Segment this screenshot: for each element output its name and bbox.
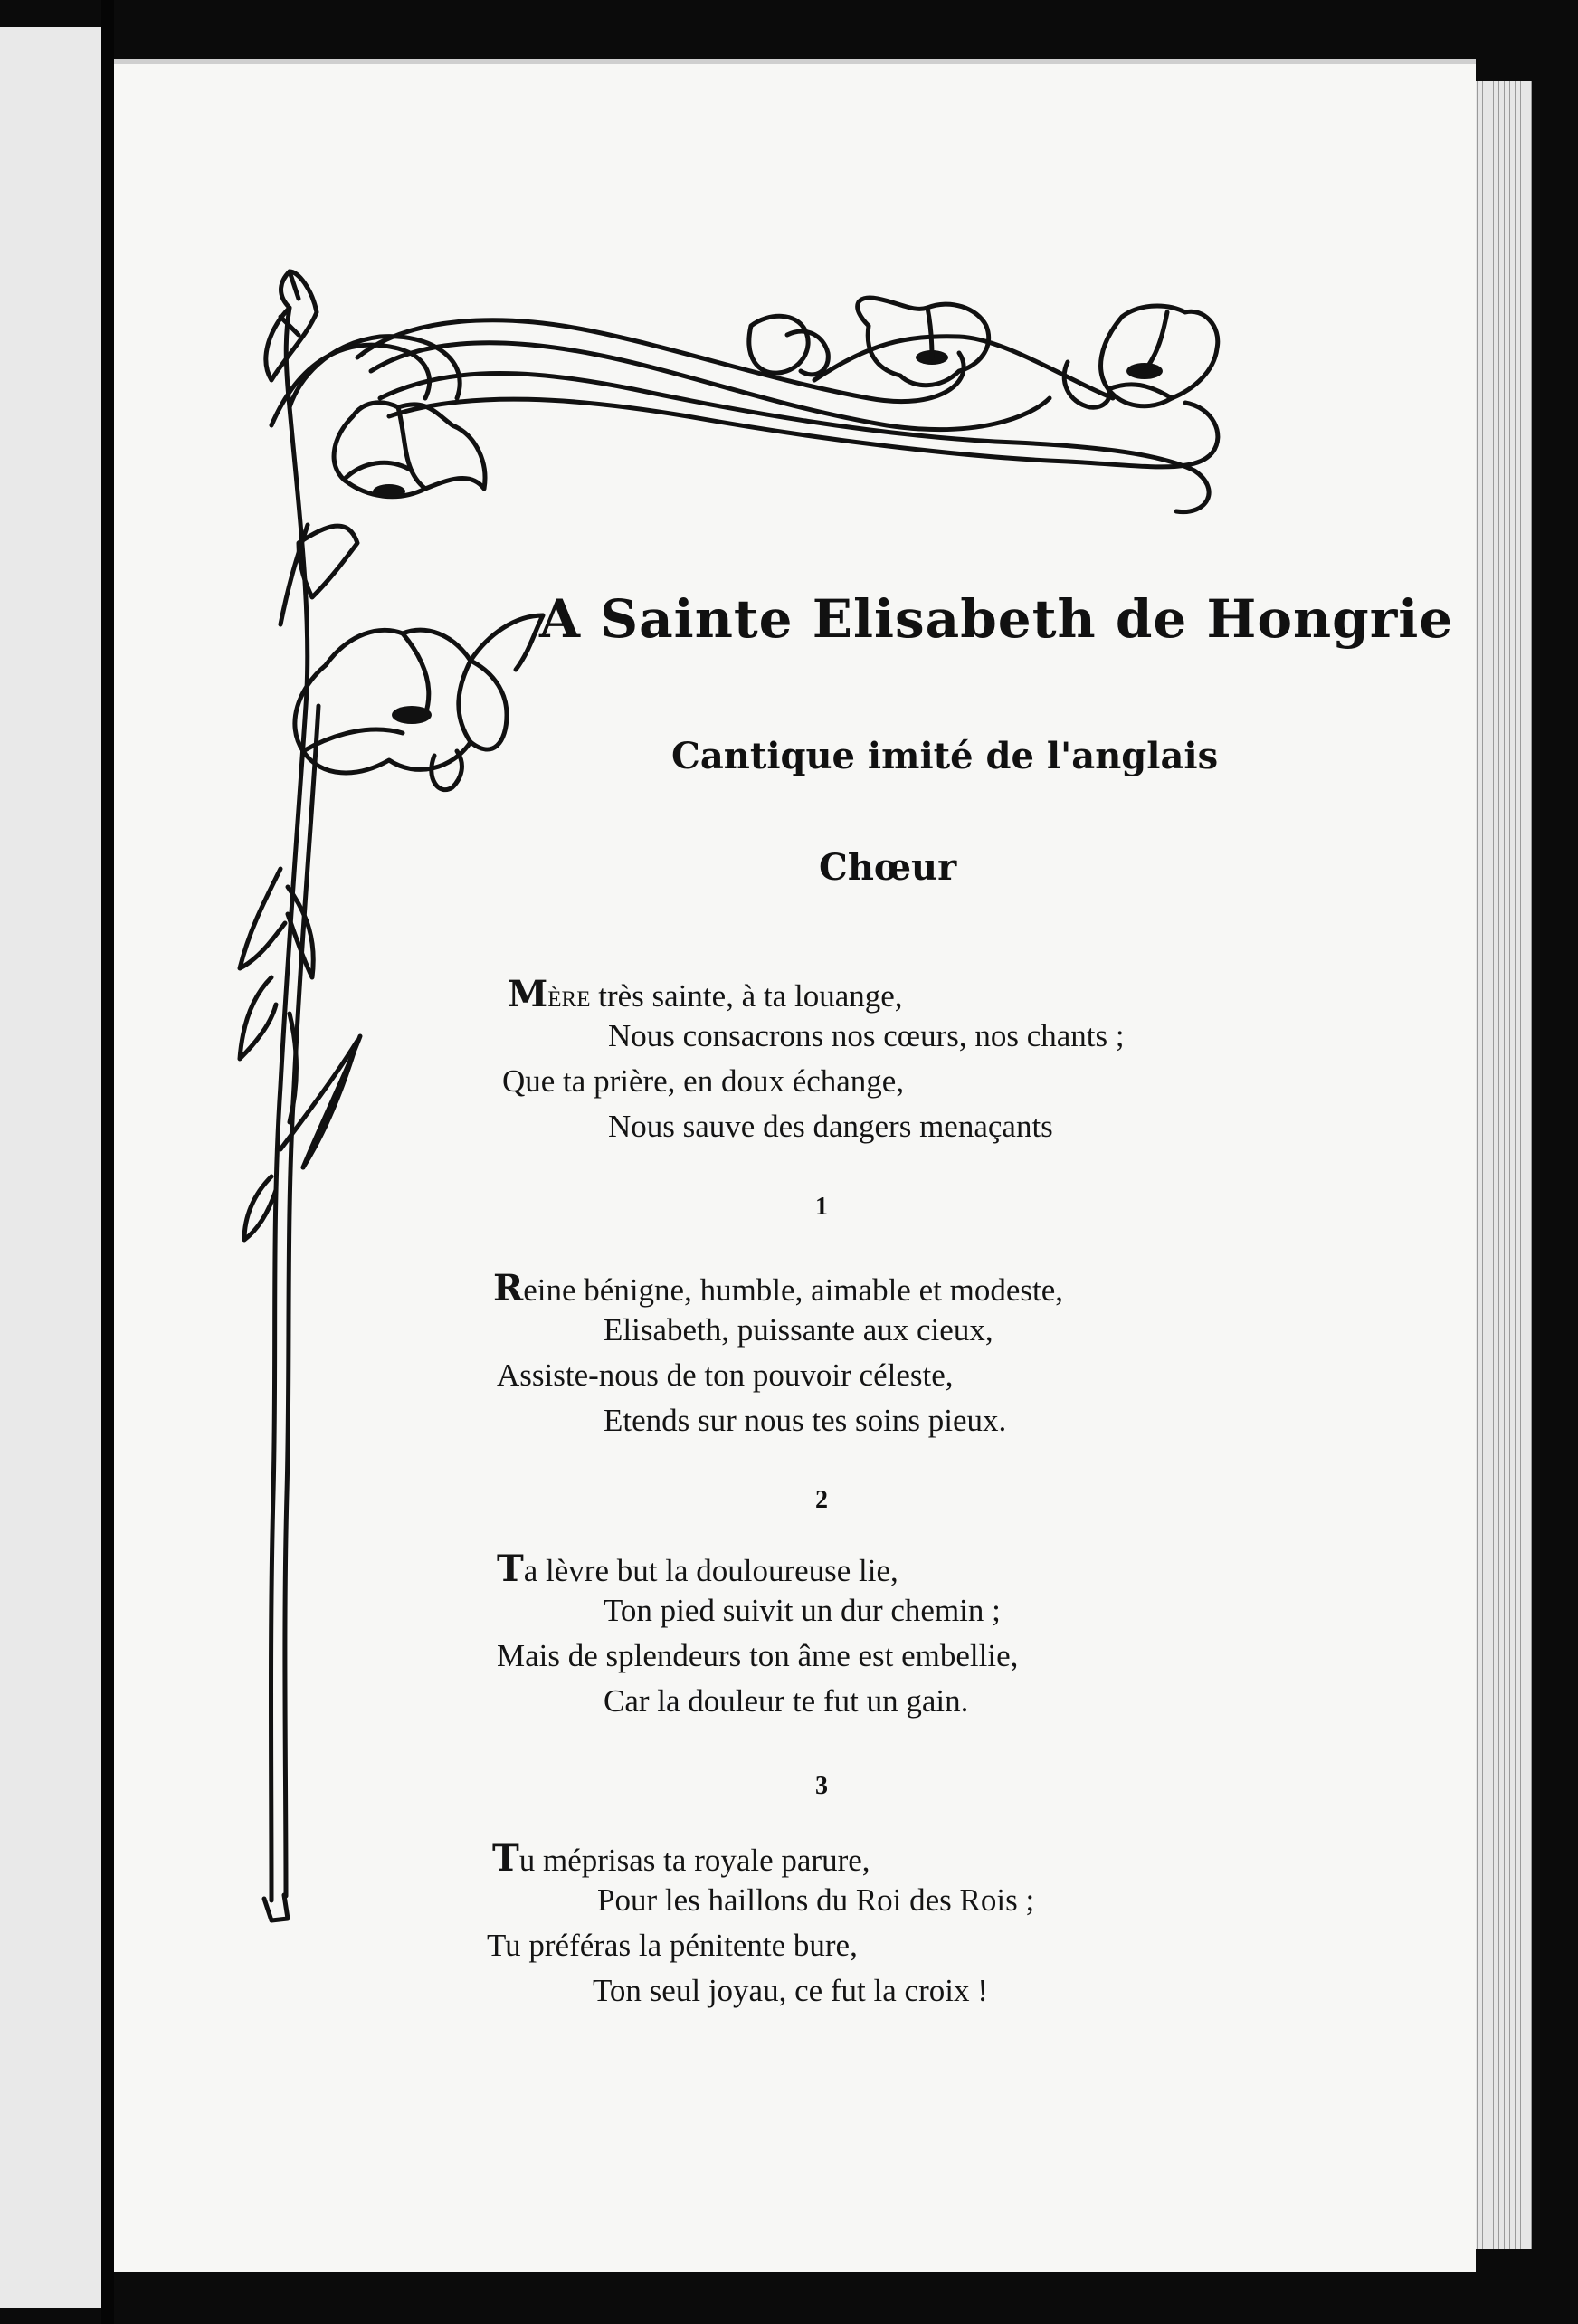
stanza-1-dropcap: R <box>493 1267 524 1310</box>
stanza-2-line-4: Car la douleur te fut un gain. <box>604 1683 969 1719</box>
chorus-line1-tail: très sainte, à ta louange, <box>590 978 903 1014</box>
top-sweep-1 <box>357 320 964 402</box>
stanza-2-line-1 <box>497 1548 898 1590</box>
stanza-3-line-3: Tu préféras la pénitente bure, <box>487 1928 858 1963</box>
stanza-3-line-4: Ton seul joyau, ce fut la croix ! <box>593 1973 988 2008</box>
stem-leaf-3 <box>240 869 285 968</box>
stanza-1-line1-tail: eine bénigne, humble, aimable et modeste, <box>523 1272 1063 1308</box>
chorus-line-1 <box>508 973 903 1015</box>
poppy-stem-inner <box>285 706 318 1896</box>
stanza-3-dropcap: T <box>492 1837 519 1880</box>
poppy-flower-1-center <box>373 484 405 499</box>
stanza-1-line-4: Etends sur nous tes soins pieux. <box>604 1403 1007 1438</box>
poem-subtitle: Cantique imité de l'anglais <box>671 735 1219 777</box>
poppy-flower-2-petal <box>303 633 471 751</box>
poppy-flower-2-center <box>392 706 432 724</box>
poppy-stem-base <box>264 1895 288 1920</box>
stanza-1-line-3: Assiste-nous de ton pouvoir céleste, <box>497 1357 954 1393</box>
stanza-3-line-2: Pour les haillons du Roi des Rois ; <box>597 1882 1035 1918</box>
chorus-dropcap: M <box>508 973 548 1015</box>
poppy-bud <box>749 316 808 373</box>
poppy-flower-1-petal <box>344 407 425 489</box>
stanza-number-2: 2 <box>815 1486 828 1514</box>
poppy-flower-3-petal <box>927 308 932 357</box>
stanza-1-line-1 <box>493 1267 1063 1310</box>
chorus-line-4: Nous sauve des dangers menaçants <box>608 1109 1053 1144</box>
poppy-flower-2-wing <box>471 615 543 670</box>
stanza-2-dropcap: T <box>497 1548 524 1590</box>
top-sweep-2 <box>371 343 1050 430</box>
stanza-3-line1-tail: u méprisas ta royale parure, <box>518 1843 870 1878</box>
stanza-1-line-2: Elisabeth, puissante aux cieux, <box>604 1312 993 1348</box>
stanza-2-line-3: Mais de splendeurs ton âme est embellie, <box>497 1638 1019 1673</box>
stem-leaf-8 <box>303 1036 360 1167</box>
poppy-flower-3 <box>858 298 989 386</box>
stem-leaf-5 <box>240 977 276 1059</box>
poem-title: A Sainte Elisabeth de Hongrie <box>539 588 1454 650</box>
stanza-number-3: 3 <box>815 1772 828 1800</box>
chorus-line-3: Que ta prière, en doux échange, <box>502 1063 905 1099</box>
stem-leaf-9 <box>244 1176 276 1240</box>
poppy-flower-1 <box>334 403 485 497</box>
stanza-number-1: 1 <box>815 1193 828 1221</box>
chorus-heading: Chœur <box>819 846 957 889</box>
chorus-first-rest: ère <box>547 978 591 1014</box>
top-sweep-3 <box>380 374 1209 512</box>
stanza-2-line1-tail: a lèvre but la douloureuse lie, <box>523 1553 898 1588</box>
stem-leaf-1 <box>299 526 357 597</box>
stanza-2-line-2: Ton pied suivit un dur chemin ; <box>604 1593 1001 1628</box>
stanza-3-line-1 <box>492 1837 870 1880</box>
chorus-line-2: Nous consacrons nos cœurs, nos chants ; <box>608 1018 1125 1053</box>
